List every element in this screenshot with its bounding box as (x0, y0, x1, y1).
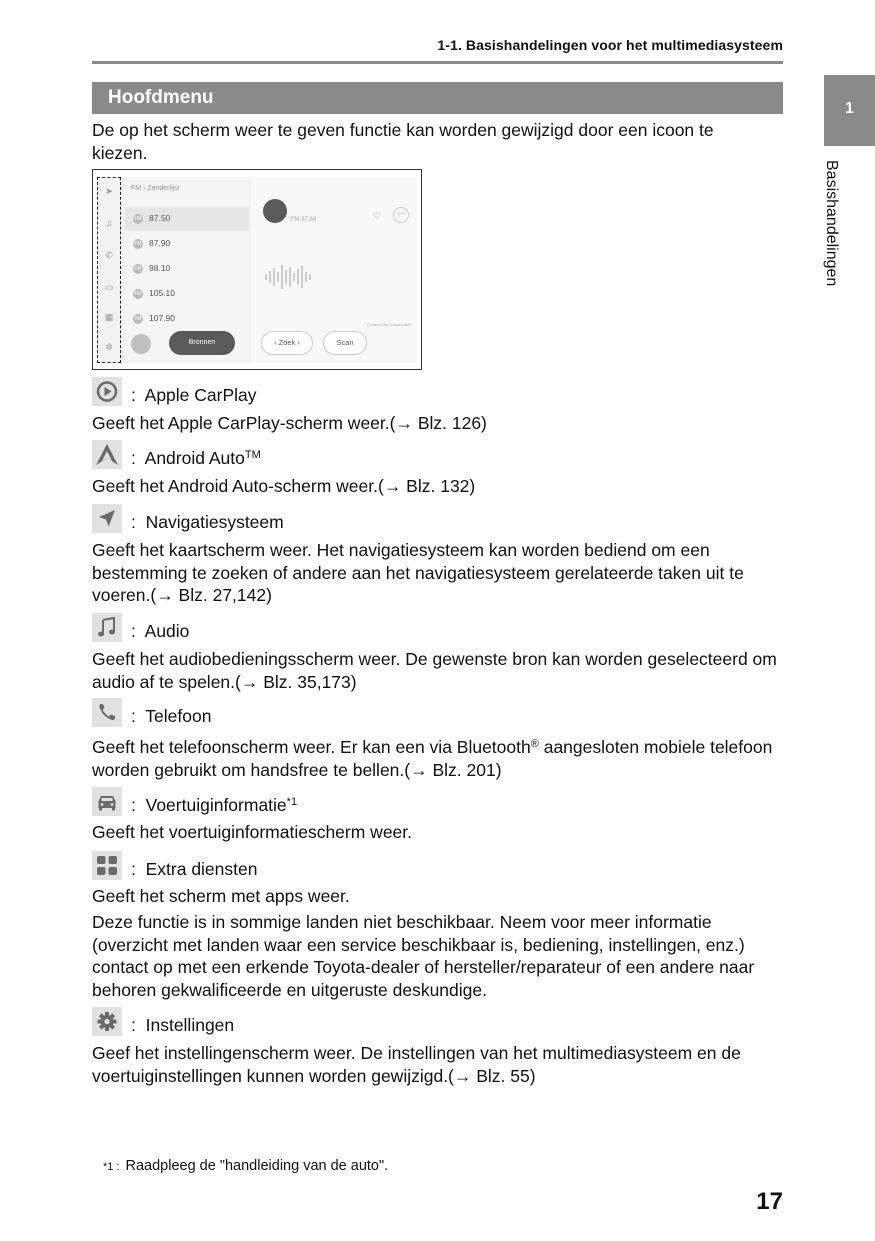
sidebar-vehicle-icon: ▭ (104, 282, 114, 292)
station-frequency: 87.50 (149, 213, 171, 223)
station-frequency: 107.90 (149, 313, 175, 323)
apps-availability-note: Deze functie is in sommige landen niet beschikbaar. Neem voor meer informatie (overzicht met landen waar een service beschikbaar is, bediening, instellingen, enz.) contact op met een erkende Toyota-dealer of hersteller/reparateur of een andere naar behoren gekwalificeerde en uitgeruste deskundige. (92, 912, 755, 1000)
heart-icon: ♡ (373, 211, 382, 221)
station-frequency: 98.10 (149, 263, 171, 273)
sidebar-settings-icon: ✲ (105, 342, 113, 352)
apps-label (131, 859, 257, 880)
scan-button: Scan (323, 331, 367, 355)
phone-description (92, 736, 784, 781)
now-playing: FM 87.50 (291, 217, 317, 223)
navigation-label (131, 512, 284, 533)
separator: : (131, 795, 136, 815)
sidebar-apps-icon: ▦ (104, 312, 114, 322)
microphone-icon (131, 334, 151, 354)
separator: : (131, 621, 136, 641)
station-row (125, 232, 249, 256)
screenshot-screen (97, 177, 417, 363)
waveform-icon (265, 265, 321, 291)
separator: : (131, 448, 136, 468)
station-row (125, 257, 249, 281)
apple-carplay-label (131, 385, 257, 406)
sidebar-audio-icon: ♫ (105, 218, 113, 228)
breadcrumb: FM › Zenderlijst (131, 185, 180, 192)
android-auto-description: Geeft het Android Auto-scherm weer.(→ Blz. 132) (92, 476, 476, 496)
fm-badge-icon: FM (134, 291, 142, 297)
apple-carplay-icon (92, 377, 122, 406)
vehicle-icon (92, 787, 122, 816)
footnote-mark: *1 : (103, 1161, 120, 1173)
navigation-icon (92, 504, 122, 533)
page-number: 17 (756, 1188, 783, 1215)
footnote (103, 1158, 388, 1174)
android-auto-icon (92, 440, 122, 469)
navigation-description: Geeft het kaartscherm weer. Het navigatiesysteem kan worden bediend om een bestemming te zoeken of andere aan het navigatiesysteem gerelateerde taken uit te voeren.(→ Blz. 27,142) (92, 540, 744, 605)
station-row (125, 307, 249, 331)
running-header: 1-1. Basishandelingen voor het multimediasysteem (437, 37, 783, 53)
vehicle-description: Geeft het voertuiginformatiescherm weer. (92, 822, 413, 842)
settings-icon (92, 1007, 122, 1036)
audio-label (131, 621, 189, 642)
fm-badge-icon: FM (134, 241, 142, 247)
phone-description-text: aangesloten mobiele telefoon worden gebruikt om handsfree te bellen.(→ Blz. 201) (92, 737, 773, 780)
item-label: Navigatiesysteem (145, 512, 284, 532)
bronnen-button: Bronnen (169, 331, 235, 355)
footnote-text: Raadpleeg de "handleiding van de auto". (125, 1158, 389, 1174)
sidebar-navigation-icon: ➤ (105, 186, 113, 196)
android-auto-label (131, 448, 261, 469)
chapter-number: 1 (845, 100, 854, 117)
audio-icon (92, 613, 122, 642)
vehicle-label (131, 795, 297, 816)
chapter-label: Basishandelingen (823, 160, 840, 287)
phone-label (131, 706, 211, 727)
separator: : (131, 1015, 136, 1035)
station-frequency: 87.90 (149, 238, 171, 248)
sidebar-phone-icon: ✆ (105, 250, 113, 260)
separator: : (131, 385, 136, 405)
item-label: Audio (144, 621, 190, 641)
more-icon: ··· (393, 207, 409, 223)
section-title: Hoofdmenu (108, 87, 214, 108)
apps-description: Geeft het scherm met apps weer. (92, 886, 350, 906)
zoek-button: ‹ Zoek › (261, 331, 313, 355)
item-label: Android Auto (144, 448, 245, 468)
apple-carplay-description: Geeft het Apple CarPlay-scherm weer.(→ Blz. 126) (92, 413, 487, 433)
registered-mark: ® (530, 738, 539, 750)
separator: : (131, 859, 136, 879)
item-label: Telefoon (145, 706, 212, 726)
item-label: Instellingen (145, 1015, 235, 1035)
station-frequency: 105.10 (149, 288, 175, 298)
header-rule (92, 61, 783, 64)
screenshot-menu-sidebar (97, 177, 121, 363)
apps-icon (92, 851, 122, 880)
fm-badge-icon: FM (134, 316, 142, 322)
main-menu-screenshot (92, 169, 422, 370)
settings-label (131, 1015, 234, 1036)
powered-by: Powered by Gracenote® (367, 322, 411, 327)
item-label: Voertuiginformatie (145, 795, 287, 815)
audio-description: Geeft het audiobedieningsscherm weer. De gewenste bron kan worden geselecteerd om audio af te spelen.(→ Blz. 35,173) (92, 649, 777, 692)
settings-description: Geef het instellingenscherm weer. De instellingen van het multimediasysteem en de voertuiginstellingen kunnen worden gewijzigd.(→ Blz. 55) (92, 1043, 741, 1086)
footnote-ref: *1 (286, 796, 298, 808)
fm-badge-icon: FM (134, 216, 142, 222)
separator: : (131, 706, 136, 726)
fm-badge-icon: FM (134, 266, 142, 272)
station-row (125, 207, 249, 231)
item-label: Apple CarPlay (144, 385, 257, 405)
trademark-mark: TM (244, 449, 261, 461)
player-panel (251, 177, 417, 363)
phone-icon (92, 698, 122, 727)
station-logo-icon (263, 199, 287, 223)
phone-description-text: Geeft het telefoonscherm weer. Er kan een via Bluetooth (92, 737, 531, 757)
intro-paragraph: De op het scherm weer te geven functie kan worden gewijzigd door een icoon te kiezen. (92, 120, 714, 163)
separator: : (131, 512, 136, 532)
section-heading-bar (92, 82, 783, 114)
station-row (125, 282, 249, 306)
item-label: Extra diensten (145, 859, 258, 879)
chapter-tab (824, 75, 875, 146)
